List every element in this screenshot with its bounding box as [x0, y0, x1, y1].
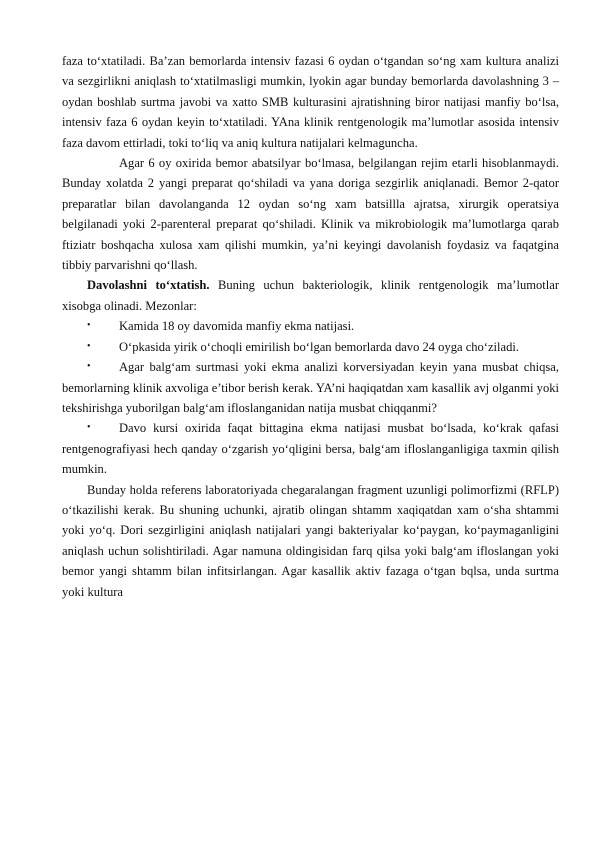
list-item-text: O‘pkasida yirik o‘choqli emirilish bo‘lgan bemorlarda davo 24 oyga cho‘ziladi.: [119, 339, 519, 354]
bullet-icon: •: [87, 320, 91, 332]
bullet-icon: •: [87, 422, 91, 434]
list-item-text: Kamida 18 oy davomida manfiy ekma natijasi.: [119, 319, 355, 334]
paragraph-rflp: Bunday holda referens laboratoriyada chegaralangan fragment uzunligi polimorfizmi (RFLP) o‘tkazilishi kerak. Bu shuning uchunki, ajratib olingan shtamm xaqiqatdan xam o‘sha shtammi yoki yo‘q. Dori sezgirligini aniqlash natijalari yangi bakteriyalar ko‘paygan, ko‘paymaganligini aniqlash uchun solishtiriladi. Agar namuna oldingisidan farq qilsa yoki balg‘am ifloslangan yoki bemor yangi shtamm bilan infitsirlangan. Agar kasallik aktiv fazaga o‘tgan bqlsa, unda surtma yoki kultura: [62, 482, 559, 599]
list-item: [62, 337, 559, 357]
paragraph-stopping-treatment: [62, 275, 559, 316]
paragraph-six-months: Agar 6 oy oxirida bemor abatsilyar bo‘lmasa, belgilangan rejim etarli hisoblanmaydi. Bunday xolatda 2 yangi preparat qo‘shiladi va yana doriga sezgirlik aniqlanadi. Bemor 2-qator preparatlar bilan davolanganda 12 oydan so‘ng xam batsillla ajratsa, xirurgik operatsiya belgilanadi yoki 2-parenteral preparat qo‘shiladi. Klinik va mikrobiologik ma’lumotlarga qarab ftiziatr boshqacha xulosa xam qilishi mumkin, ya’ni keyingi davolanish foydasiz va faqatgina tibbiy parvarishni qo‘llash.: [62, 156, 559, 273]
section-heading-stopping-treatment: Davolashni to‘xtatish.: [87, 278, 210, 293]
list-item-text: Agar balg‘am surtmasi yoki ekma analizi korversiyadan keyin yana musbat chiqsa, bemorlarning klinik axvoliga e’tibor berish kerak. YA’ni haqiqatdan xam kasallik avj olganmi yoki tekshirishga yuborilgan balg‘am ifloslanganidan natija musbat chiqqanmi?: [62, 360, 559, 415]
bullet-icon: •: [87, 361, 91, 373]
list-item-text: Davo kursi oxirida faqat bittagina ekma natijasi musbat bo‘lsada, ko‘krak qafasi rentgenografiyasi hech qanday o‘zgarish yo‘qligini bersa, balg‘am ifloslanganligiga taxmin qilish mumkin.: [62, 421, 559, 477]
bullet-icon: •: [87, 340, 91, 352]
document-page: [62, 51, 559, 602]
list-item: [62, 357, 559, 418]
list-item: [62, 316, 559, 336]
list-item: [62, 418, 559, 479]
paragraph-intensive-phase: faza to‘xtatiladi. Ba’zan bemorlarda intensiv fazasi 6 oydan o‘tgandan so‘ng xam kultura analizi va sezgirlikni aniqlash to‘xtatilmasligi mumkin, lyokin agar bunday bemorlarda davolashning 3 –oydan boshlab surtma javobi va xatto SMB kulturasini ajratishning biror natijasi manfiy bo‘lsa, intensiv faza 6 oydan keyin to‘xtatiladi. YAna klinik rentgenologik ma’lumotlar asosida intensiv faza davom ettirladi, toki to‘liq va aniq kultura natijalari kelmaguncha.: [62, 54, 559, 150]
paragraph-stopping-treatment-text: Buning uchun bakteriologik, klinik rentgenologik ma’lumotlar xisobga olinadi. Mezonlar:: [62, 278, 559, 313]
